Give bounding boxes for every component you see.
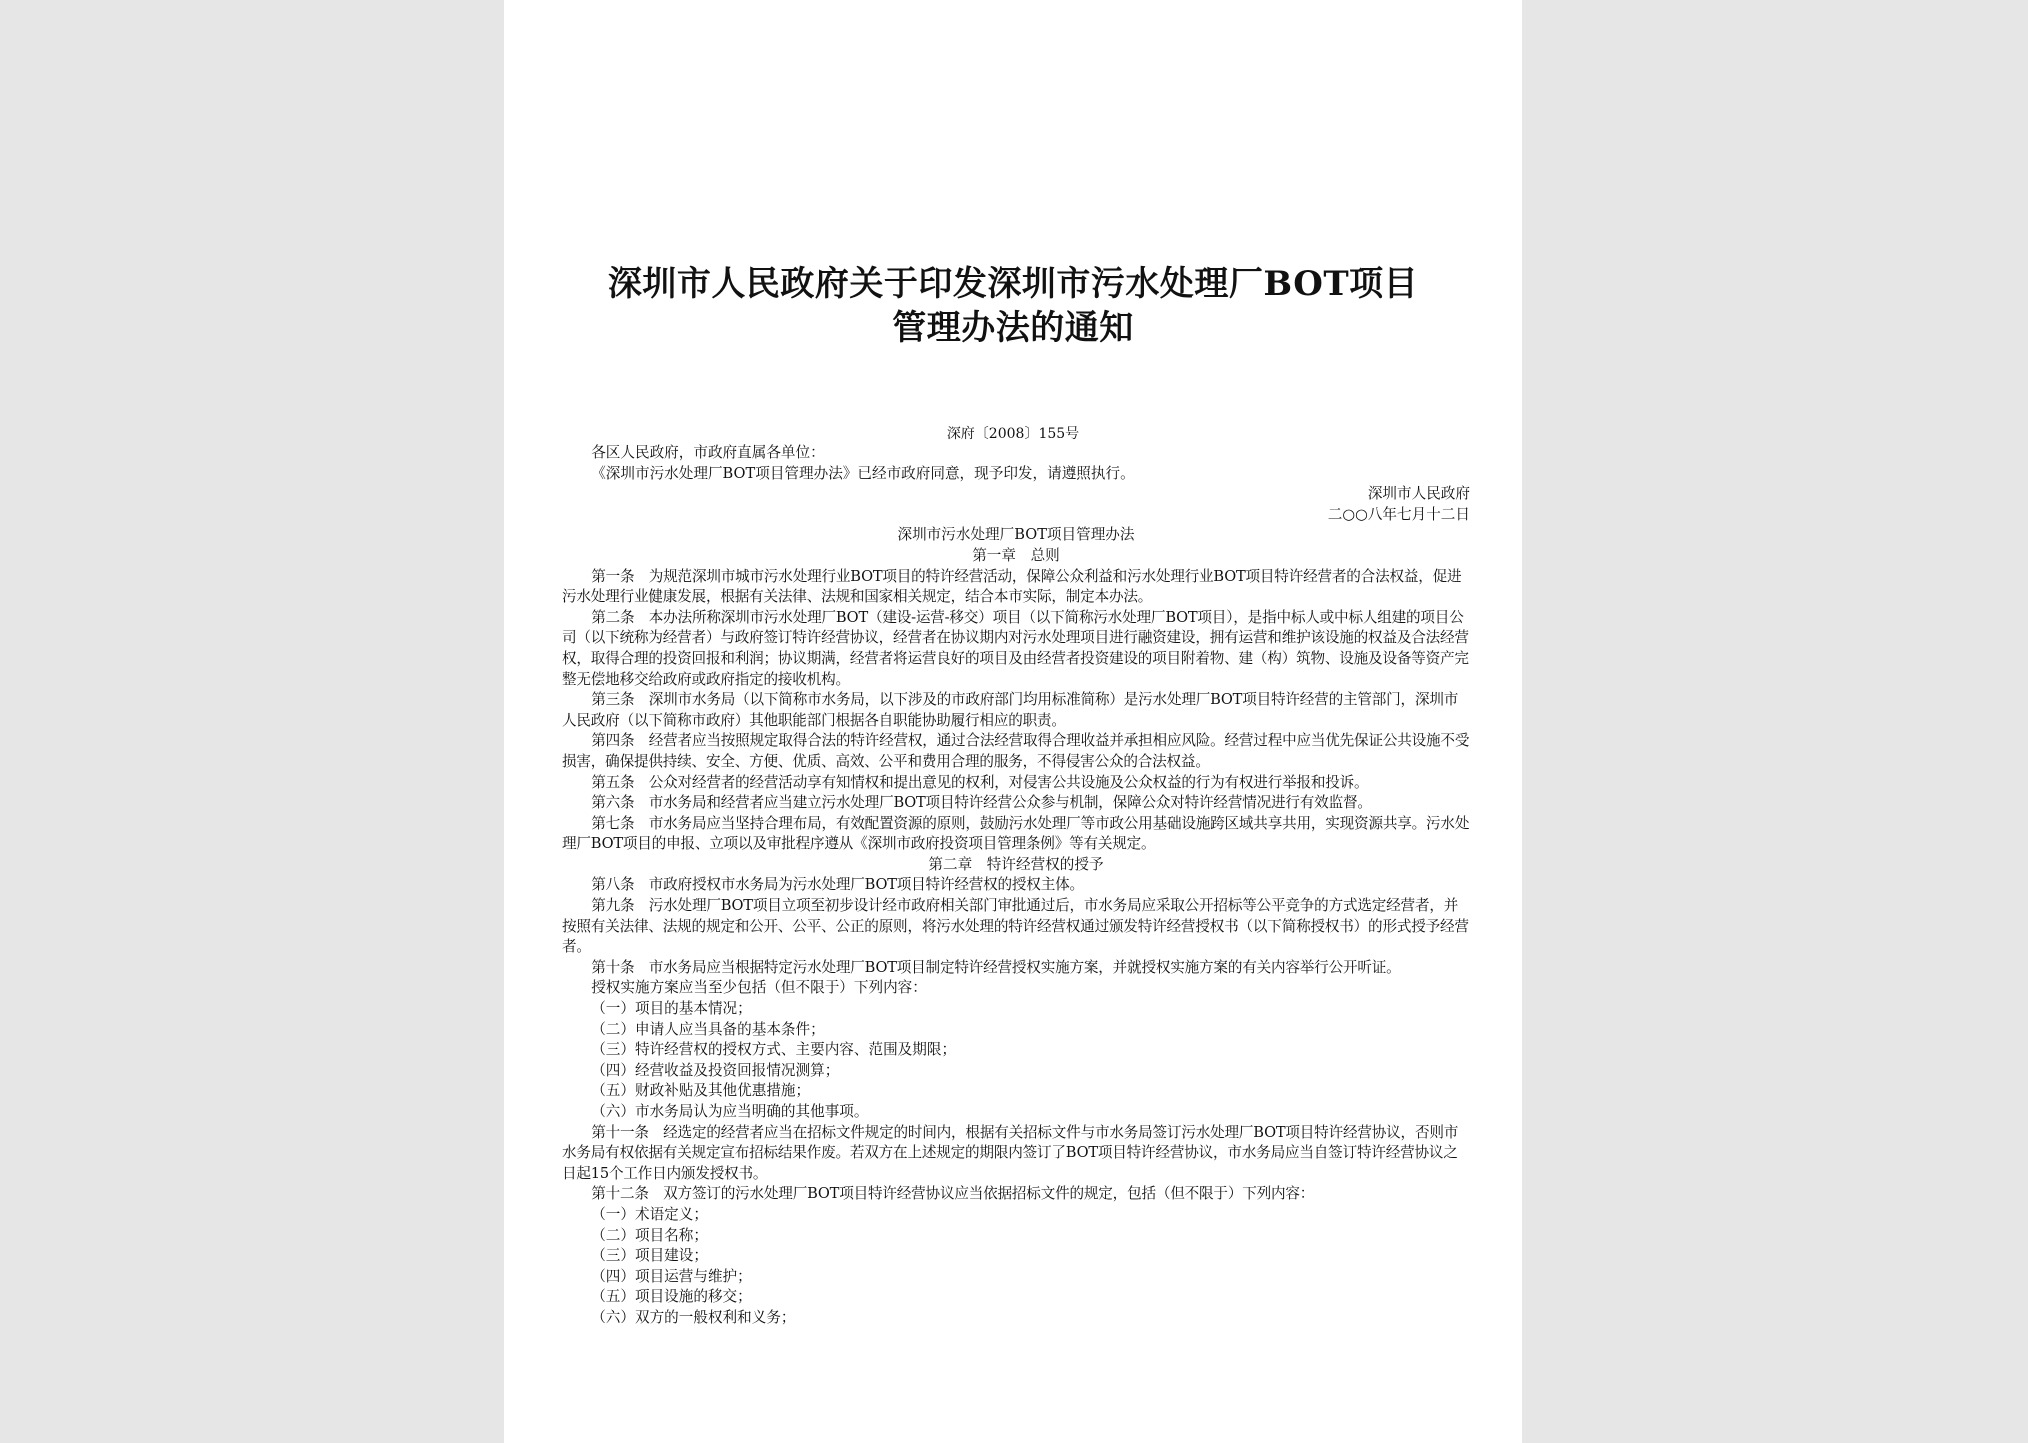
- article-8: 第八条 市政府授权市水务局为污水处理厂BOT项目特许经营权的授权主体。: [591, 876, 1084, 894]
- article-6: 第六条 市水务局和经营者应当建立污水处理厂BOT项目特许经营公众参与机制，保障公众对特许经营情况进行有效监督。: [591, 794, 1372, 812]
- title-line-2: 管理办法的通知: [892, 308, 1134, 348]
- title-line-1: 深圳市人民政府关于印发深圳市污水处理厂BOT项目: [607, 264, 1419, 304]
- article-5: 第五条 公众对经营者的经营活动享有知情权和提出意见的权利，对侵害公共设施及公众权益的行为有权进行举报和投诉。: [591, 773, 1369, 791]
- article-4: 第四条 经营者应当按照规定取得合法的特许经营权，通过合法经营取得合理收益并承担相应风险。经营过程中应当优先保证公共设施不受损害，确保提供持续、安全、方便、优质、高效、公平和费用合理的服务，不得侵害公众的合法权益。: [562, 732, 1470, 770]
- addressee: 各区人民政府，市政府直属各单位：: [591, 444, 825, 461]
- issuer: 深圳市人民政府: [1367, 485, 1470, 503]
- article-2: 第二条 本办法所称深圳市污水处理厂BOT（建设-运营-移交）项目（以下简称污水处理厂BOT项目），是指中标人或中标人组建的项目公司（以下统称为经营者）与政府签订特许经营协议，经营者在协议期内对污水处理项目进行融资建设，拥有运营和维护该设施的权益及合法经营权，取得合理的投资回报和利润；协议期满，经营者将运营良好的项目及由经营者投资建设的项目附着物、建（构）筑物、设施及设备等资产完整无偿地移交给政府或政府指定的接收机构。: [562, 608, 1469, 688]
- agreement-item: （四）项目运营与维护；: [591, 1267, 752, 1285]
- document-number: 深府〔2008〕155号: [946, 426, 1080, 442]
- agreement-item: （一）术语定义；: [591, 1205, 708, 1223]
- article-9: 第九条 污水处理厂BOT项目立项至初步设计经市政府相关部门审批通过后，市水务局应采取公开招标等公平竞争的方式选定经营者，并按照有关法律、法规的规定和公开、公平、公正的原则，将污水处理的特许经营权通过颁发特许经营授权书（以下简称授权书）的形式授予经营者。: [562, 897, 1469, 956]
- measure-title: 深圳市污水处理厂BOT项目管理办法: [897, 526, 1135, 544]
- article-12: 第十二条 双方签订的污水处理厂BOT项目特许经营协议应当依据招标文件的规定，包括（但不限于）下列内容：: [591, 1185, 1315, 1203]
- plan-item: （二）申请人应当具备的基本条件；: [591, 1020, 825, 1038]
- article-10: 第十条 市水务局应当根据特定污水处理厂BOT项目制定特许经营授权实施方案，并就授权实施方案的有关内容举行公开听证。: [591, 958, 1401, 976]
- agreement-item: （三）项目建设；: [591, 1247, 708, 1265]
- plan-item: （三）特许经营权的授权方式、主要内容、范围及期限；: [591, 1041, 957, 1059]
- plan-item: （四）经营收益及投资回报情况测算；: [591, 1061, 840, 1079]
- document-page: [504, 0, 1522, 1443]
- plan-item: （六）市水务局认为应当明确的其他事项。: [591, 1103, 869, 1120]
- article-7: 第七条 市水务局应当坚持合理布局，有效配置资源的原则，鼓励污水处理厂等市政公用基础设施跨区域共享共用，实现资源共享。污水处理厂BOT项目的申报、立项以及审批程序遵从《深圳市政府投资项目管理条例》等有关规定。: [562, 814, 1470, 853]
- plan-item: （一）项目的基本情况；: [591, 1000, 752, 1018]
- article-1: 第一条 为规范深圳市城市污水处理行业BOT项目的特许经营活动，保障公众利益和污水处理行业BOT项目特许经营者的合法权益，促进污水处理行业健康发展，根据有关法律、法规和国家相关规定，结合本市实际，制定本办法。: [562, 567, 1462, 606]
- article-3: 第三条 深圳市水务局（以下简称市水务局，以下涉及的市政府部门均用标准简称）是污水处理厂BOT项目特许经营的主管部门，深圳市人民政府（以下简称市政府）其他职能部门根据各自职能协助履行相应的职责。: [562, 691, 1459, 729]
- chapter-1-heading: 第一章 总则: [972, 546, 1060, 564]
- document-title: [504, 262, 1522, 350]
- plan-item: （五）财政补贴及其他优惠措施；: [591, 1082, 811, 1100]
- intro-paragraph: 《深圳市污水处理厂BOT项目管理办法》已经市政府同意，现予印发，请遵照执行。: [591, 464, 1135, 482]
- agreement-item: （五）项目设施的移交；: [591, 1288, 752, 1306]
- plan-intro: 授权实施方案应当至少包括（但不限于）下列内容：: [591, 979, 927, 997]
- agreement-item: （六）双方的一般权利和义务；: [591, 1308, 796, 1326]
- document-body: [562, 443, 1470, 1329]
- article-11: 第十一条 经选定的经营者应当在招标文件规定的时间内，根据有关招标文件与市水务局签订污水处理厂BOT项目特许经营协议，否则市水务局有权依据有关规定宣布招标结果作废。若双方在上述规定的期限内签订了BOT项目特许经营协议，市水务局应当自签订特许经营协议之日起15个工作日内颁发授权书。: [562, 1123, 1459, 1182]
- chapter-2-heading: 第二章 特许经营权的授予: [928, 855, 1104, 873]
- issue-date: 二○○八年七月十二日: [1327, 505, 1470, 523]
- agreement-item: （二）项目名称；: [591, 1226, 708, 1244]
